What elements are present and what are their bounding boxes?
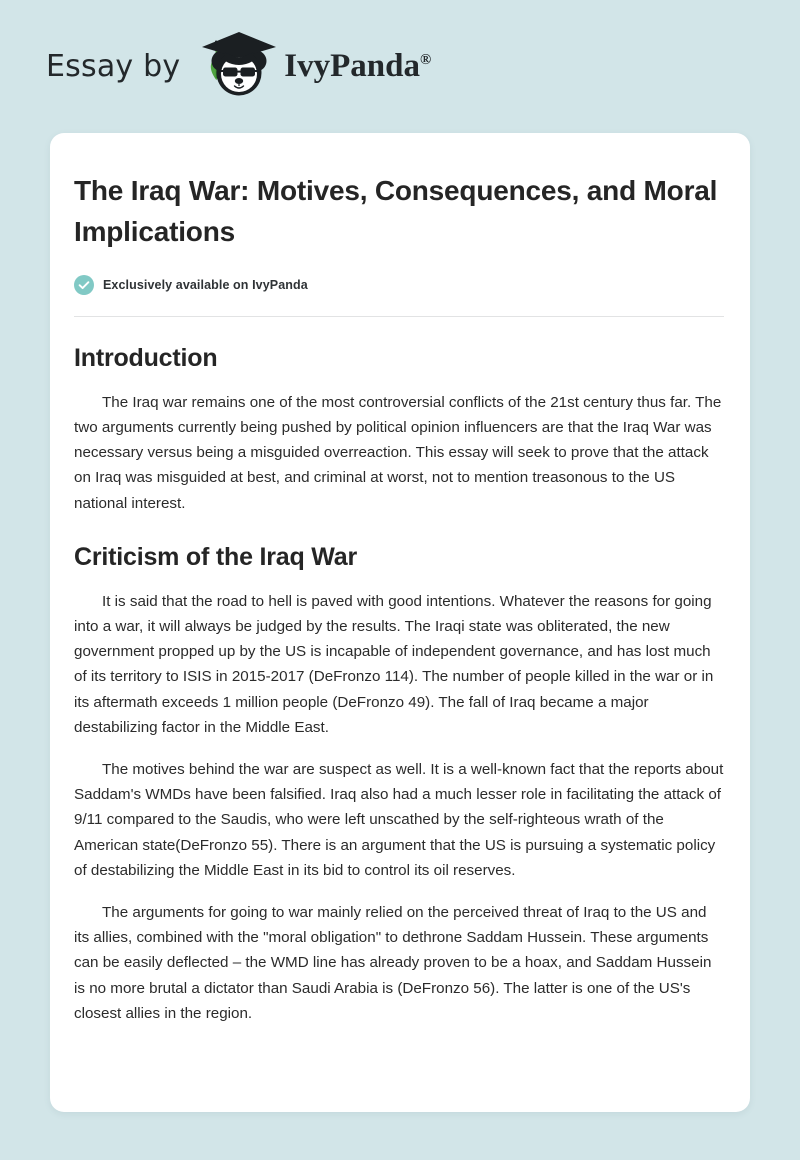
check-circle-icon — [74, 275, 94, 295]
header-divider — [74, 316, 724, 317]
section-heading: Criticism of the Iraq War — [74, 542, 358, 571]
essay-card — [50, 133, 750, 1112]
section-paragraph: It is said that the road to hell is paved with good intentions. Whatever the reasons for going into a war, it will always be judged by the results. The Iraqi state was obliterated, the new government propped up by the US is incapable of independent governance, and has lost much of its territory to ISIS in 2015-2017 (DeFronzo 114). The number of people killed in the war or in its aftermath exceeds 1 million people (DeFronzo 49). The fall of Iraq became a major destabilizing factor in the Middle East. — [74, 592, 714, 736]
section-criticism-of-the-iraq-war — [74, 543, 724, 1026]
brand-name-text: IvyPanda — [284, 48, 421, 84]
page-title: The Iraq War: Motives, Consequences, and Moral Implications — [74, 175, 718, 247]
registered-trademark-symbol: ® — [420, 52, 432, 68]
section-introduction — [74, 344, 724, 516]
brand-prefix-text: Essay by — [46, 48, 181, 84]
exclusivity-badge-label: Exclusively available on IvyPanda — [103, 277, 308, 292]
brand-header — [0, 0, 800, 133]
section-heading: Introduction — [74, 343, 218, 372]
section-paragraph: The motives behind the war are suspect as well. It is a well-known fact that the reports about Saddam's WMDs have been falsified. Iraq also had a much lesser role in facilitating the attack of 9/11 compared to the Saudis, who were left unscathed by the self-righteous wrath of the American state(DeFronzo 55). There is an argument that the US is pursuing a systematic policy of destabilizing the Middle East in its bid to control its oil reserves. — [74, 760, 724, 879]
brand-wordmark — [284, 50, 431, 83]
section-paragraph: The Iraq war remains one of the most controversial conflicts of the 21st century thus far. The two arguments currently being pushed by political opinion influencers are that the Iraq War was necessary versus being a misguided overreaction. This essay will seek to prove that the attack on Iraq was misguided at best, and criminal at worst, not to mention treasonous to the US national interest. — [74, 393, 722, 512]
panda-graduate-logo-icon — [196, 28, 282, 102]
section-paragraph: The arguments for going to war mainly relied on the perceived threat of Iraq to the US and its allies, combined with the "moral obligation" to dethrone Saddam Hussein. These arguments can be easily deflected – the WMD line has already proven to be a hoax, and Saddam Hussein is no more brutal a dictator than Saudi Arabia is (DeFronzo 56). The latter is one of the US's closest allies in the region. — [74, 904, 712, 1022]
exclusivity-badge — [74, 275, 724, 295]
